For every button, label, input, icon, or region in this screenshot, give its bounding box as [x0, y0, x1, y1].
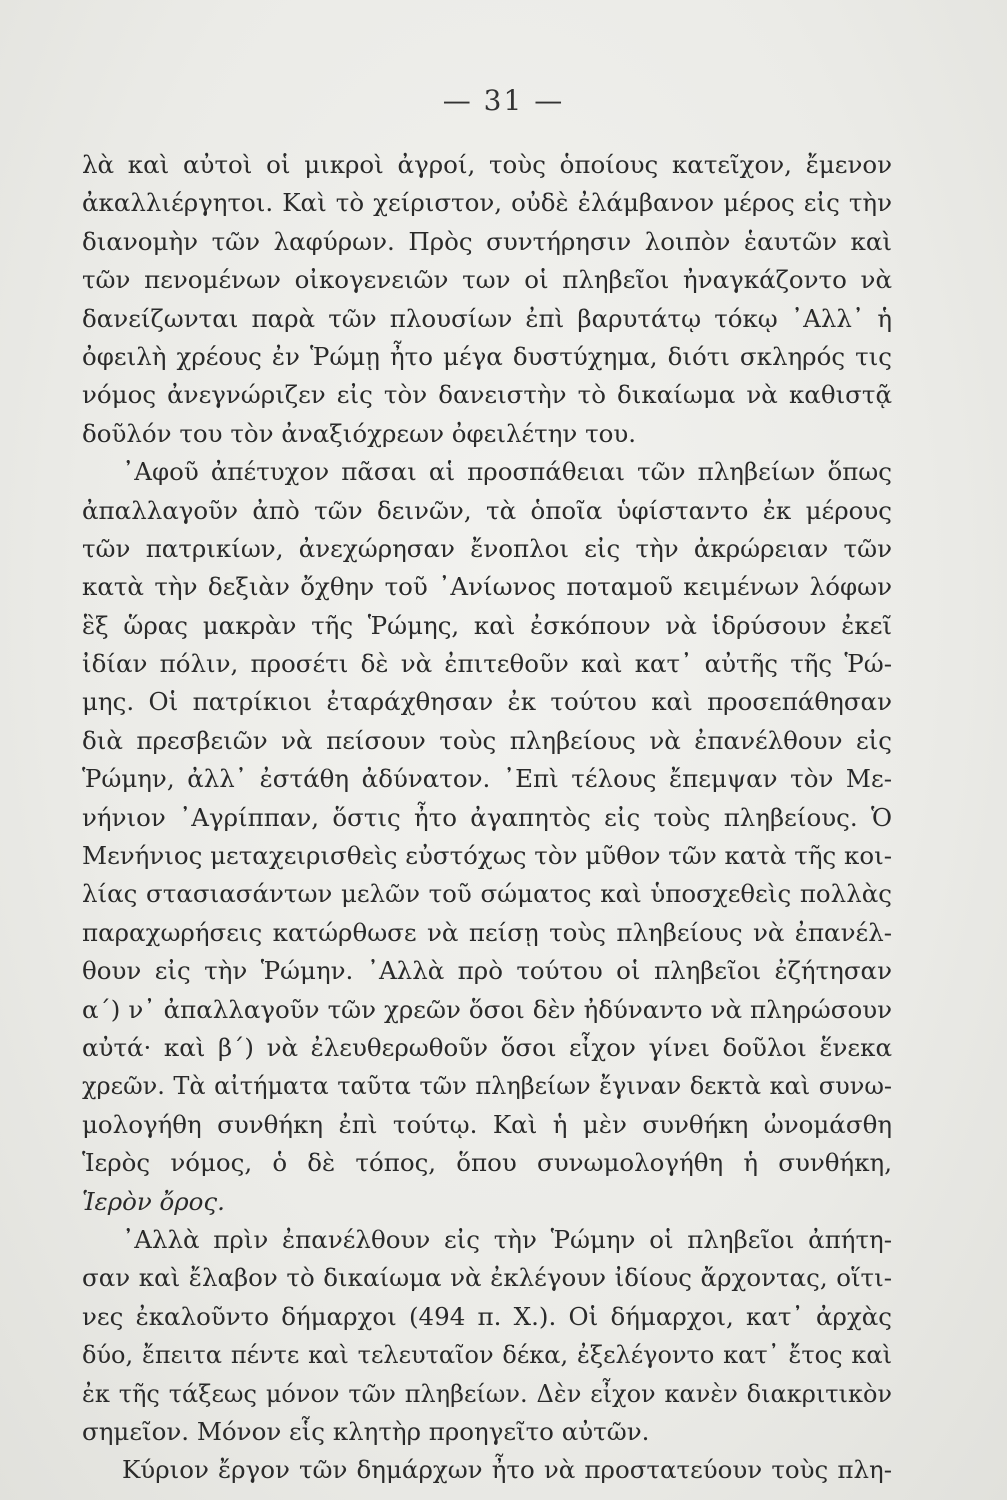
text-line: μης. Οἱ πατρίκιοι ἐταράχθησαν ἐκ τούτου καὶ προσεπάθησαν	[82, 687, 892, 717]
text-line: ἓξ ὥρας μακρὰν τῆς Ῥώμης, καὶ ἐσκόπουν νὰ ἱδρύσουν ἐκεῖ	[82, 610, 892, 640]
text-line: ἐκ τῆς τάξεως μόνον τῶν πληβείων. Δὲν εἶχον κανὲν διακριτικὸν	[82, 1379, 892, 1408]
text-line: Ῥώμην, ἀλλ᾿ ἐστάθη ἀδύνατον. ᾿Επὶ τέλους ἔπεμψαν τὸν Με-	[82, 764, 892, 794]
text-line: διανομὴν τῶν λαφύρων. Πρὸς συντήρησιν λοιπὸν ἑαυτῶν καὶ	[82, 226, 892, 256]
text-line: δύο, ἔπειτα πέντε καὶ τελευταῖον δέκα, ἐξελέγοντο κατ᾿ ἔτος καὶ	[82, 1341, 892, 1370]
text-line: ἀπαλλαγοῦν ἀπὸ τῶν δεινῶν, τὰ ὁποῖα ὑφίσταντο ἐκ μέρους	[82, 495, 892, 525]
text-line: τῶν πενομένων οἰκογενειῶν των οἱ πληβεῖοι ἠναγκάζοντο νὰ	[82, 265, 892, 295]
text-line: Μενήνιος μεταχειρισθεὶς εὐστόχως τὸν μῦθον τῶν κατὰ τῆς κοι-	[82, 841, 892, 871]
text-line: Κύριον ἔργον τῶν δημάρχων ἦτο νὰ προστατεύουν τοὺς πλη-	[122, 1455, 892, 1485]
text-line: νες ἐκαλοῦντο δήμαρχοι (494 π. Χ.). Οἱ δήμαρχοι, κατ᾿ ἀρχὰς	[82, 1301, 892, 1331]
page-number: — 31 —	[442, 84, 565, 117]
text-line: παραχωρήσεις κατώρθωσε νὰ πείσῃ τοὺς πληβείους νὰ ἐπανέλ-	[82, 917, 892, 947]
text-line: νόμος ἀνεγνώριζεν εἰς τὸν δανειστὴν τὸ δικαίωμα νὰ καθιστᾷ	[82, 380, 892, 410]
body-text	[82, 146, 892, 1490]
text-line: σημεῖον. Μόνον εἷς κλητὴρ προηγεῖτο αὐτῶν.	[82, 1416, 650, 1446]
text-line: Ἱερὸς νόμος, ὁ δὲ τόπος, ὅπου συνωμολογήθη ἡ συνθήκη,	[82, 1148, 892, 1178]
text-line: ᾿Αλλὰ πρὶν ἐπανέλθουν εἰς τὴν Ῥώμην οἱ πληβεῖοι ἀπήτη-	[122, 1224, 892, 1254]
text-line: ᾿Αφοῦ ἀπέτυχον πᾶσαι αἱ προσπάθειαι τῶν πληβείων ὅπως	[122, 457, 892, 487]
text-line: σαν καὶ ἔλαβον τὸ δικαίωμα νὰ ἐκλέγουν ἰδίους ἄρχοντας, οἵτι-	[82, 1263, 892, 1293]
text-line: δοῦλόν του τὸν ἀναξιόχρεων ὀφειλέτην του.	[82, 418, 637, 448]
text-line: δανείζωνται παρὰ τῶν πλουσίων ἐπὶ βαρυτάτῳ τόκῳ ᾿Αλλ᾿ ἡ	[82, 303, 892, 333]
text-line: ἰδίαν πόλιν, προσέτι δὲ νὰ ἐπιτεθοῦν καὶ κατ᾿ αὐτῆς τῆς Ῥώ-	[82, 649, 892, 679]
text-line: μολογήθη συνθήκη ἐπὶ τούτῳ. Καὶ ἡ μὲν συνθήκη ὠνομάσθη	[82, 1109, 892, 1139]
text-line: Ἱερὸν ὄρος.	[82, 1186, 225, 1216]
text-line: νήνιον ᾿Αγρίππαν, ὅστις ἦτο ἀγαπητὸς εἰς τοὺς πληβείους. Ὁ	[82, 802, 892, 832]
text-line: κατὰ τὴν δεξιὰν ὄχθην τοῦ ᾿Ανίωνος ποταμοῦ κειμένων λόφων	[82, 572, 892, 602]
text-line: χρεῶν. Τὰ αἰτήματα ταῦτα τῶν πληβείων ἔγιναν δεκτὰ καὶ συνω-	[82, 1072, 892, 1101]
text-line: λίας στασιασάντων μελῶν τοῦ σώματος καὶ ὑποσχεθεὶς πολλὰς	[82, 879, 892, 909]
text-line: τῶν πατρικίων, ἀνεχώρησαν ἔνοπλοι εἰς τὴν ἀκρώρειαν τῶν	[82, 533, 892, 563]
text-line: αὐτά· καὶ β΄) νὰ ἐλευθερωθοῦν ὅσοι εἶχον γίνει δοῦλοι ἕνεκα	[82, 1032, 892, 1062]
text-line: θουν εἰς τὴν Ῥώμην. ᾿Αλλὰ πρὸ τούτου οἱ πληβεῖοι ἐζήτησαν	[82, 956, 892, 986]
text-line: ὀφειλὴ χρέους ἐν Ῥώμῃ ἦτο μέγα δυστύχημα, διότι σκληρός τις	[82, 341, 892, 371]
text-line: λὰ καὶ αὐτοὶ οἱ μικροὶ ἀγροί, τοὺς ὁποίους κατεῖχον, ἔμενον	[82, 150, 892, 179]
text-line: ἀκαλλιέργητοι. Καὶ τὸ χείριστον, οὐδὲ ἐλάμβανον μέρος εἰς τὴν	[82, 188, 892, 218]
text-line: διὰ πρεσβειῶν νὰ πείσουν τοὺς πληβείους νὰ ἐπανέλθουν εἰς	[82, 725, 892, 755]
text-line: α΄) ν᾿ ἀπαλλαγοῦν τῶν χρεῶν ὅσοι δὲν ἠδύναντο νὰ πληρώσουν	[82, 994, 892, 1024]
